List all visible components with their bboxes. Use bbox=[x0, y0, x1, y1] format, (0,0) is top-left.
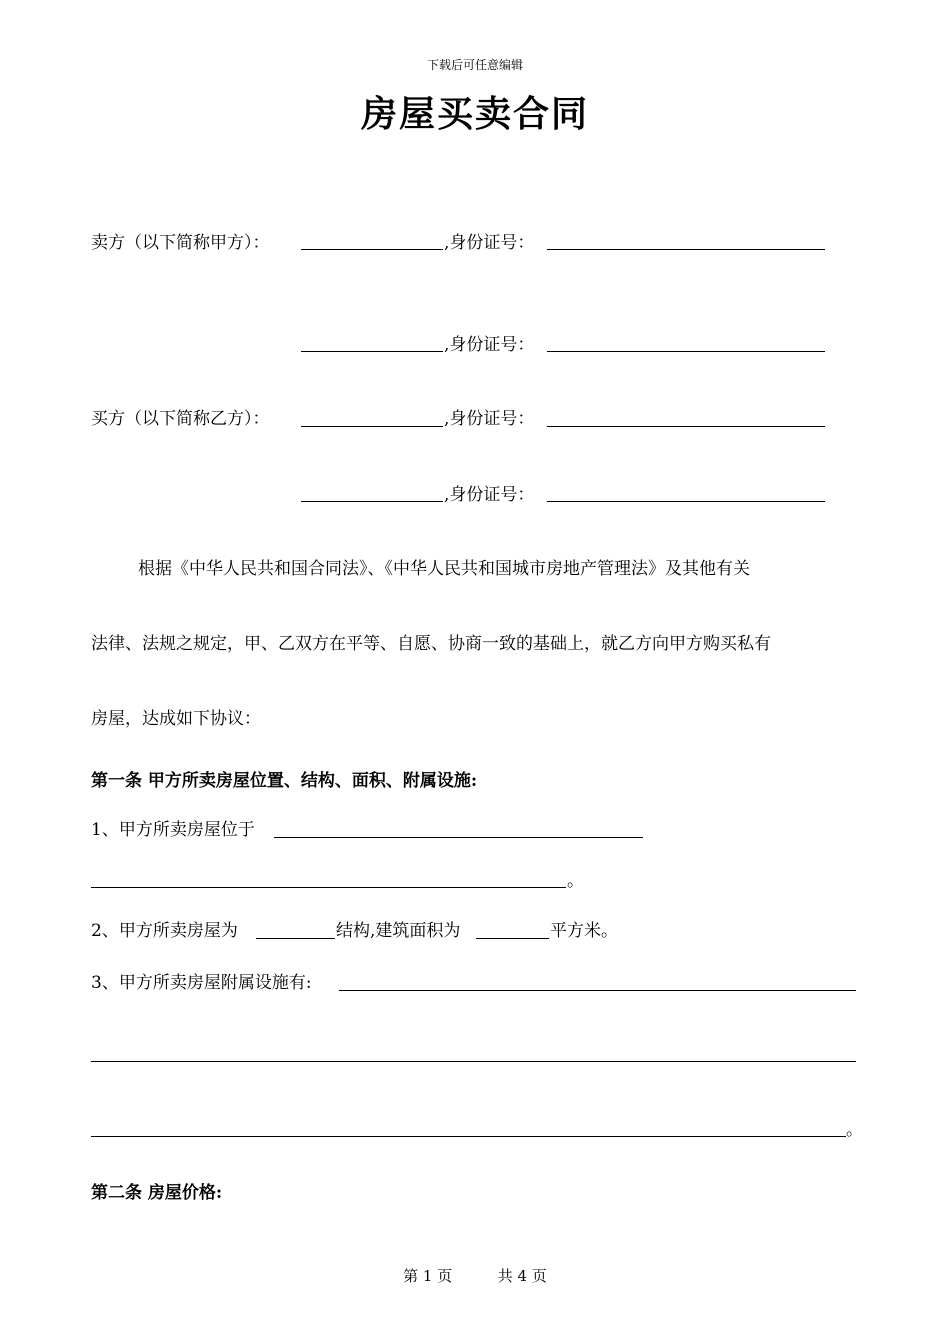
location-blank-2 bbox=[91, 869, 566, 888]
article-1-item-2-suffix: 平方米。 bbox=[550, 921, 618, 941]
page-number: 第 1 页 bbox=[403, 1267, 453, 1285]
seller-id-blank-2 bbox=[547, 333, 825, 352]
header-note: 下载后可任意编辑 bbox=[426, 58, 523, 72]
article-1-item-1-label: 1、甲方所卖房屋位于 bbox=[91, 820, 255, 840]
article-2-heading: 第二条 房屋价格: bbox=[91, 1183, 223, 1203]
facilities-blank-1 bbox=[339, 972, 856, 991]
page-footer bbox=[0, 1265, 950, 1286]
buyer-label: 买方（以下简称乙方）： bbox=[91, 409, 270, 429]
buyer-id-label-1: ,身份证号： bbox=[444, 409, 535, 429]
buyer-name-blank-1 bbox=[301, 408, 443, 427]
article-1-heading: 第一条 甲方所卖房屋位置、结构、面积、附属设施: bbox=[91, 771, 478, 791]
buyer-id-blank-1 bbox=[547, 408, 825, 427]
intro-line-3: 房屋，达成如下协议： bbox=[91, 709, 261, 729]
location-blank-1 bbox=[274, 819, 643, 838]
facilities-blank-3 bbox=[91, 1118, 846, 1137]
area-blank bbox=[476, 920, 549, 939]
seller-id-label-2: ,身份证号： bbox=[444, 335, 535, 355]
seller-label: 卖方（以下简称甲方）： bbox=[91, 233, 270, 253]
buyer-name-blank-2 bbox=[301, 483, 443, 502]
seller-id-label-1: ,身份证号： bbox=[444, 233, 535, 253]
document-title: 房屋买卖合同 bbox=[360, 93, 589, 135]
structure-blank bbox=[256, 920, 335, 939]
buyer-id-blank-2 bbox=[547, 483, 825, 502]
page-total: 共 4 页 bbox=[497, 1267, 547, 1285]
seller-name-blank-1 bbox=[301, 231, 443, 250]
article-1-item-2-mid: 结构,建筑面积为 bbox=[336, 921, 461, 941]
seller-name-blank-2 bbox=[301, 333, 443, 352]
buyer-id-label-2: ,身份证号： bbox=[444, 485, 535, 505]
facilities-blank-2 bbox=[91, 1043, 856, 1062]
article-1-item-2-label: 2、甲方所卖房屋为 bbox=[91, 921, 238, 941]
facilities-period: 。 bbox=[846, 1120, 863, 1140]
location-period: 。 bbox=[567, 871, 584, 891]
article-1-item-3-label: 3、甲方所卖房屋附属设施有: bbox=[91, 973, 312, 993]
intro-line-1: 根据《中华人民共和国合同法》、《中华人民共和国城市房地产管理法》及其他有关 bbox=[138, 559, 750, 579]
seller-id-blank-1 bbox=[547, 231, 825, 250]
intro-line-2: 法律、法规之规定，甲、乙双方在平等、自愿、协商一致的基础上，就乙方向甲方购买私有 bbox=[91, 634, 771, 654]
